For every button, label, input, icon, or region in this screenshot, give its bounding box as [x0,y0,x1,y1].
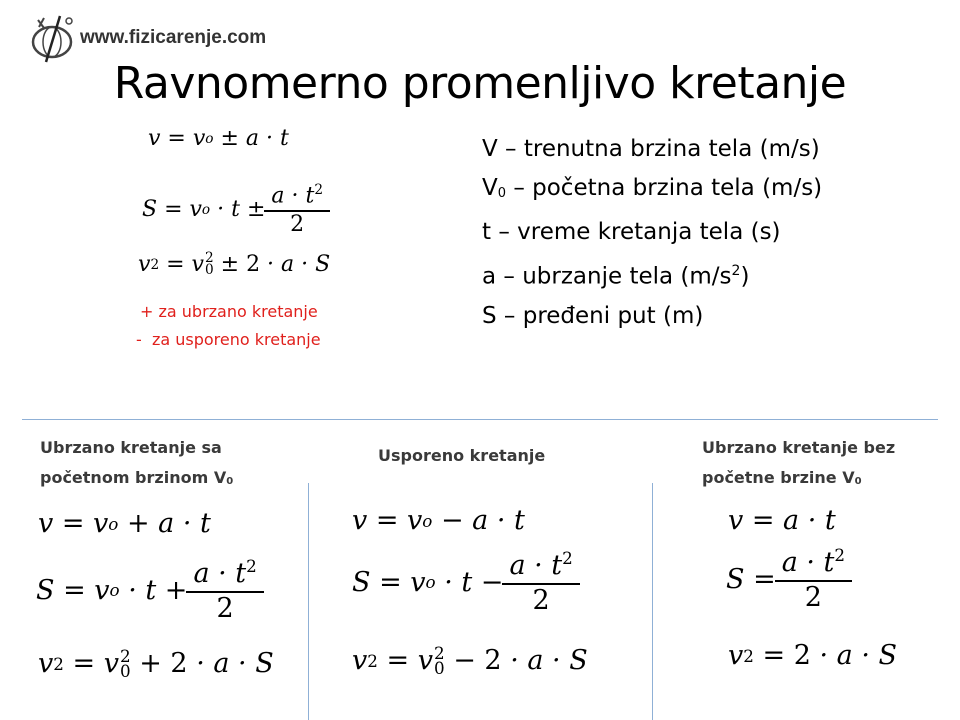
formula-dec-distance: S = v o · t − $\frac{a \cdot t^2}{2}$ [352,548,579,616]
formula-velocity-general: v = v o ± a · t [148,126,289,151]
formula-rest-velocity: v = a · t [728,505,836,536]
site-logo-icon [30,12,76,64]
formula-acc-velocity-squared: v 2 = v 2 0 + 2 · a · S [38,646,274,681]
note-minus-decelerated: - za usporeno kretanje [136,330,321,349]
formula-dec-velocity-squared: v 2 = v 2 0 − 2 · a · S [352,643,588,678]
formula-rest-velocity-squared: v 2 = 2 · a · S [728,640,897,671]
formula-distance-general: S = v o · t ± $\frac{a \cdot t^2}{2}$ [142,182,329,237]
heading-accelerated-with-v0: Ubrzano kretanje sa početnom brzinom V0 [40,438,234,487]
vertical-divider-right [652,483,653,720]
definitions-list [482,130,822,336]
definition-t: t – vreme kretanja tela (s) [482,219,781,245]
definition-a: a – ubrzanje tela $(m/s^2)$ [482,263,750,290]
definition-v0: V0 – početna brzina tela (m/s) [482,175,823,201]
formula-velocity-squared-general: v 2 = v 2 0 ± 2 · a · S [138,249,331,278]
heading-accelerated-no-v0: Ubrzano kretanje bez početne brzine V0 [702,438,896,487]
definition-v: V – trenutna brzina tela (m/s) [482,136,820,162]
formula-dec-velocity: v = v o − a · t [352,505,525,536]
horizontal-divider [22,419,938,420]
formula-acc-distance: S = v o · t + $\frac{a \cdot t^2}{2}$ [36,556,263,624]
formula-rest-distance: S = $\frac{a \cdot t^2}{2}$ [726,545,851,613]
heading-decelerated: Usporeno kretanje [378,446,546,465]
formula-acc-velocity: v = v o + a · t [38,508,211,539]
note-plus-accelerated: + za ubrzano kretanje [140,302,318,321]
definition-s: S – pređeni put (m) [482,302,704,329]
vertical-divider-left [308,483,309,720]
page-title: Ravnomerno promenljivo kretanje [113,58,847,109]
site-url: www.fizicarenje.com [80,27,267,48]
